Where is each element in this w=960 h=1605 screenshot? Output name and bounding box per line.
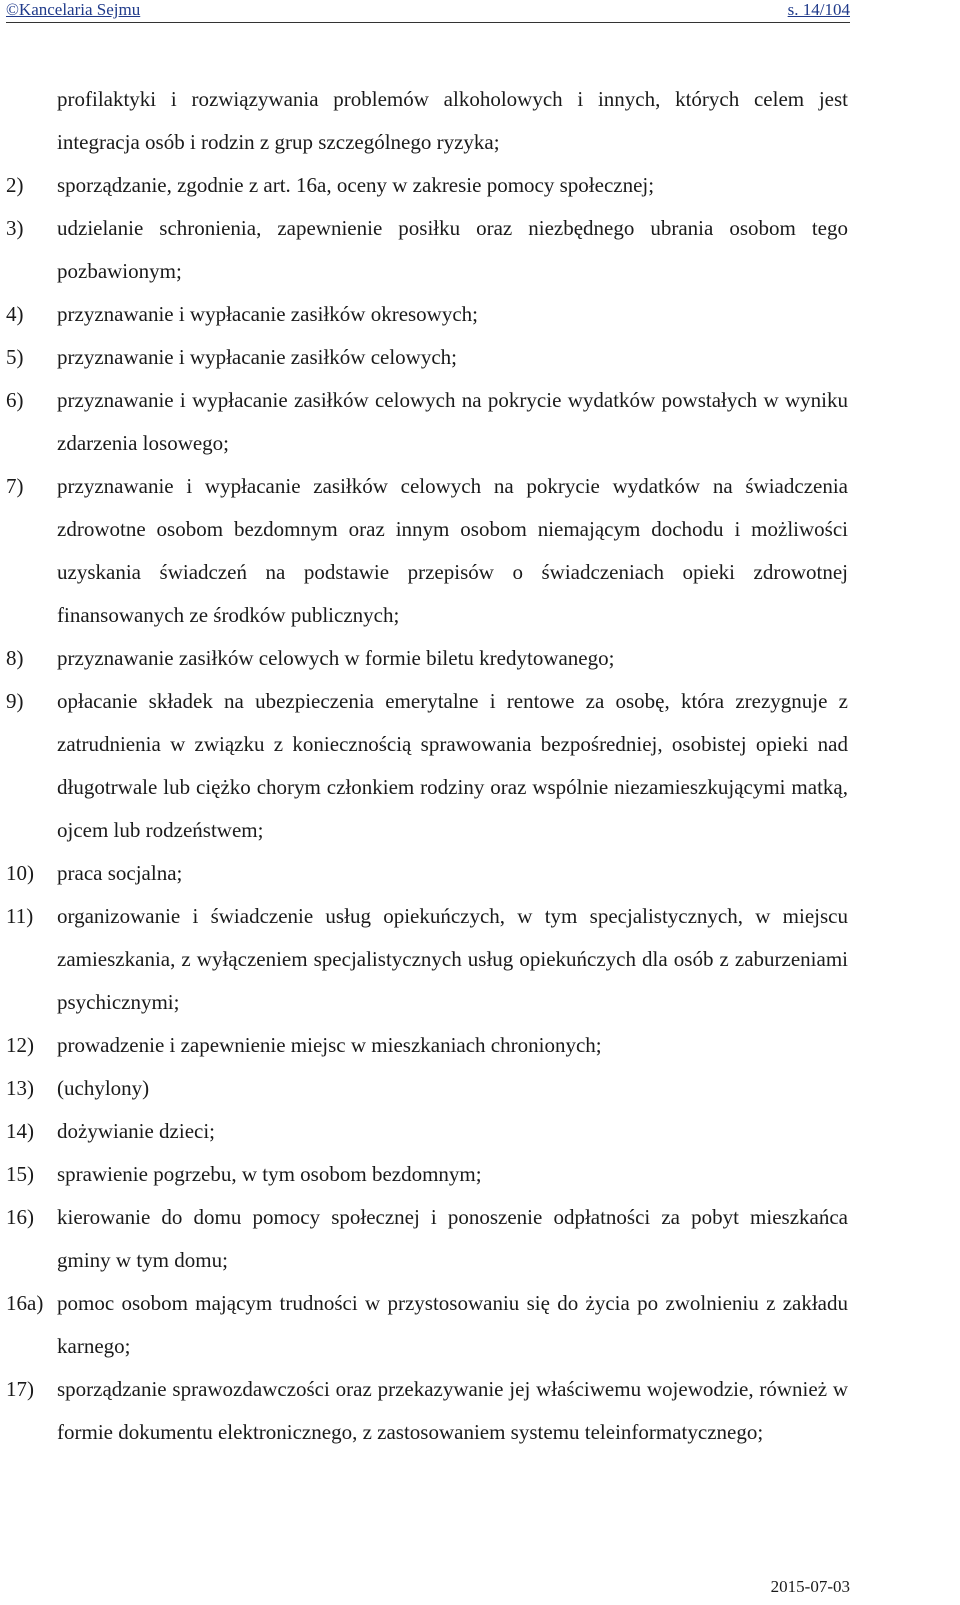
list-item (6, 1153, 848, 1196)
item-number: 2) (6, 173, 24, 197)
item-number: 6) (6, 388, 24, 412)
intro-paragraph: profilaktyki i rozwiązywania problemów alkoholowych i innych, których celem jest integracja osób i rodzin z grup szczególnego ryzyka; (57, 87, 848, 154)
item-text: opłacanie składek na ubezpieczenia emerytalne i rentowe za osobę, która zrezygnuje z zatrudnienia w związku z koniecznością sprawowania bezpośredniej, osobistej opieki nad długotrwale lub ciężko chorym członkiem rodziny oraz wspólnie niezamieszkującymi matką, ojcem lub rodzeństwem; (57, 689, 848, 842)
item-text: przyznawanie i wypłacanie zasiłków celowych na pokrycie wydatków powstałych w wyniku zdarzenia losowego; (57, 388, 848, 455)
item-text: sporządzanie sprawozdawczości oraz przekazywanie jej właściwemu wojewodzie, również w formie dokumentu elektronicznego, z zastosowaniem systemu teleinformatycznego; (57, 1377, 848, 1444)
item-number: 16) (6, 1205, 34, 1229)
copyright-link[interactable]: ©Kancelaria Sejmu (6, 0, 141, 19)
item-number: 3) (6, 216, 24, 240)
item-number: 5) (6, 345, 24, 369)
item-text: dożywianie dzieci; (57, 1119, 216, 1143)
page-number-link[interactable]: s. 14/104 (787, 0, 850, 19)
item-text: przyznawanie i wypłacanie zasiłków okresowych; (57, 302, 479, 326)
item-text: organizowanie i świadczenie usług opiekuńczych, w tym specjalistycznych, w miejscu zamieszkania, z wyłączeniem specjalistycznych usług opiekuńczych dla osób z zaburzeniami psychicznymi; (57, 904, 848, 1014)
list-item (6, 207, 848, 293)
item-text: praca socjalna; (57, 861, 183, 885)
list-item (6, 379, 848, 465)
item-text: sprawienie pogrzebu, w tym osobom bezdomnym; (57, 1162, 482, 1186)
page-header (6, 0, 850, 23)
item-number: 10) (6, 861, 34, 885)
item-number: 8) (6, 646, 24, 670)
item-number: 4) (6, 302, 24, 326)
item-number: 7) (6, 474, 24, 498)
list-item (6, 1067, 848, 1110)
list-item (6, 1110, 848, 1153)
list-item (6, 852, 848, 895)
item-text: (uchylony) (57, 1076, 150, 1100)
item-text: prowadzenie i zapewnienie miejsc w mieszkaniach chronionych; (57, 1033, 602, 1057)
document-date: 2015-07-03 (770, 1577, 850, 1596)
item-text: przyznawanie i wypłacanie zasiłków celowych; (57, 345, 457, 369)
list-item (6, 164, 848, 207)
list-item (6, 465, 848, 637)
item-number: 15) (6, 1162, 34, 1186)
item-text: pomoc osobom mającym trudności w przystosowaniu się do życia po zwolnieniu z zakładu karnego; (57, 1291, 848, 1358)
list-item (6, 1368, 848, 1454)
item-number: 16a) (6, 1291, 44, 1315)
item-text: sporządzanie, zgodnie z art. 16a, oceny w zakresie pomocy społecznej; (57, 173, 655, 197)
item-text: kierowanie do domu pomocy społecznej i ponoszenie odpłatności za pobyt mieszkańca gminy w tym domu; (57, 1205, 848, 1272)
list-item (6, 336, 848, 379)
item-text: udzielanie schronienia, zapewnienie posiłku oraz niezbędnego ubrania osobom tego pozbawionym; (57, 216, 848, 283)
list-item (6, 637, 848, 680)
item-text: przyznawanie i wypłacanie zasiłków celowych na pokrycie wydatków na świadczenia zdrowotne osobom bezdomnym oraz innym osobom niemającym dochodu i możliwości uzyskania świadczeń na podstawie przepisów o świadczeniach opieki zdrowotnej finansowanych ze środków publicznych; (57, 474, 848, 627)
list-item (6, 895, 848, 1024)
item-text: przyznawanie zasiłków celowych w formie biletu kredytowanego; (57, 646, 615, 670)
list-item (6, 680, 848, 852)
item-number: 17) (6, 1377, 34, 1401)
list-item (6, 1282, 848, 1368)
list-item (6, 293, 848, 336)
item-number: 13) (6, 1076, 34, 1100)
item-number: 12) (6, 1033, 34, 1057)
document-body (6, 78, 848, 1454)
item-number: 11) (6, 904, 34, 928)
item-number: 14) (6, 1119, 34, 1143)
list-item (6, 1196, 848, 1282)
item-number: 9) (6, 689, 24, 713)
list-item (6, 1024, 848, 1067)
